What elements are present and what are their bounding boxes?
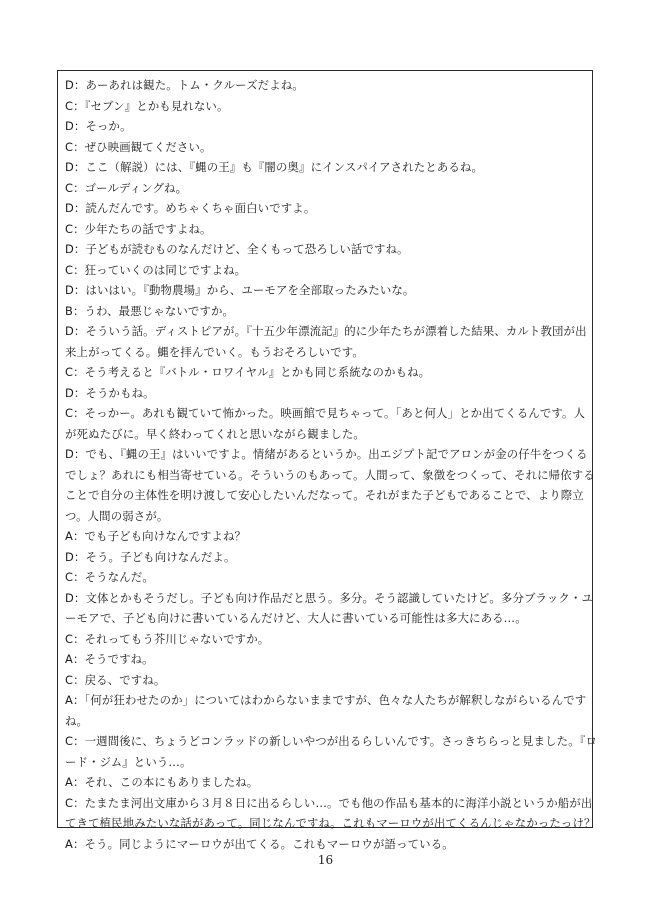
transcript-line: C：一週間後に、ちょうどコンラッドの新しいやつが出るらしいんです。さっきちらっと見ました。『ロ [65, 734, 598, 748]
transcript-line: ことで自分の主体性を明け渡して安心したいんだなって。それがまた子どもであることで、より際立 [65, 488, 584, 502]
transcript-line: C：そうなんだ。 [65, 570, 154, 584]
transcript-line: C：ぜひ映画観てください。 [65, 139, 212, 154]
transcript-line: D：読んだんです。めちゃくちゃ面白いですよ。 [65, 201, 316, 215]
transcript-line: でしょ？あれにも相当寄せている。そういうのもあって。人間って、象徴をつくって、それに帰依する [65, 467, 595, 482]
transcript-line: C：戻る、ですね。 [65, 672, 166, 687]
transcript-line: C：『セブン』とかも見れない。 [65, 98, 229, 113]
transcript-line: C：そう考えると『バトル・ロワイヤル』とかも同じ系統なのかもね。 [65, 365, 431, 379]
transcript-line: ね。 [65, 713, 89, 728]
transcript-line: てきて植民地みたいな話があって。同じなんですね。これもマーロウが出てくるんじゃなかったっけ？ [65, 816, 596, 830]
transcript-line: C：それってもう芥川じゃないですか。 [65, 631, 270, 646]
transcript-line: ード・ジム』という…。 [65, 754, 192, 769]
transcript-line: C：少年たちの話ですよね。 [65, 221, 212, 236]
transcript-line: D：そういう話。ディストピアが。『十五少年漂流記』的に少年たちが漂着した結果、カルト教団が出 [65, 324, 587, 338]
transcript-line: ーモアで、子ども向けに書いているんだけど、大人に書いている可能性は多大にある…。 [65, 611, 527, 625]
transcript-line: D：あーあれは観た。トム・クルーズだよね。 [65, 78, 304, 92]
transcript-line: 来上がってくる。蝿を拝んでいく。もうおそろしいです。 [65, 344, 364, 359]
transcript-line: D：そう。子ども向けなんだよ。 [65, 549, 236, 564]
transcript-line: A：でも子ども向けなんですよね？ [65, 529, 247, 543]
transcript-box [57, 70, 598, 851]
transcript-line: A：「何が狂わせたのか」についてはわからないままですが、色々な人たちが解釈しながらいるんです [65, 693, 587, 707]
transcript-line: D：そっか。 [65, 119, 132, 133]
transcript-line: C：たまたま河出文庫から３月８日に出るらしい…。でも他の作品も基本的に海洋小説というか船が出 [65, 795, 593, 810]
transcript-line: C：ゴールディングね。 [65, 180, 188, 195]
page-number: 16 [317, 853, 334, 867]
transcript-line: C：そっかー。あれも観ていて怖かった。映画館で見ちゃって。「あと何人」とか出てくるんです。人 [65, 406, 586, 420]
transcript-line: A：そう。同じようにマーロウが出てくる。これもマーロウが語っている。 [65, 836, 454, 851]
transcript-line: D：そうかもね。 [65, 385, 155, 400]
transcript-line: が死ぬたびに。早く終わってくれと思いながら観ました。 [65, 426, 365, 441]
transcript-line: C：狂っていくのは同じですよね。 [65, 262, 247, 277]
transcript-line: D：子どもが読むものなんだけど、全くもって恐ろしい話ですね。 [65, 242, 409, 256]
transcript-line: D：はいはい。『動物農場』から、ユーモアを全部取ったみたいな。 [65, 283, 415, 297]
transcript-line: D：文体とかもそうだし。子ども向け作品だと思う。多分。そう認識していたけど。多分ブラック・ユ [65, 590, 594, 605]
transcript-line: A：それ、この本にもありましたね。 [65, 775, 259, 789]
transcript-line: D：でも、『蝿の王』はいいですよ。情緒があるというか。出エジプト記でアロンが金の仔牛をつくる [65, 447, 588, 461]
transcript-line: B：うわ、最悪じゃないですか。 [65, 303, 235, 318]
transcript-line: D：ここ（解説）には、『蝿の王』も『闇の奥』にインスパイアされたとあるね。 [65, 160, 484, 174]
transcript-line: つ。人間の弱さが。 [65, 508, 169, 523]
transcript-line: A：そうですね。 [65, 652, 154, 666]
